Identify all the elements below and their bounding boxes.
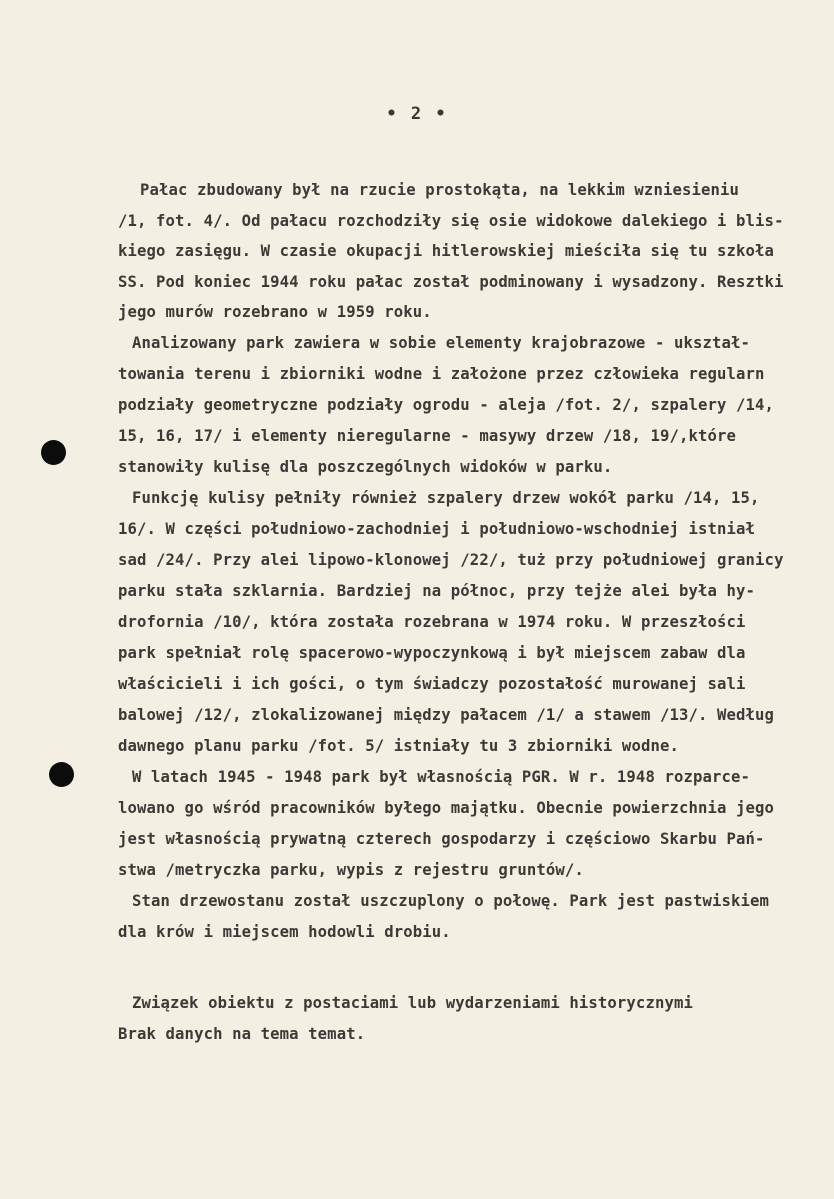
- section-heading: Związek obiektu z postaciami lub wydarzeniami historycznymi: [132, 994, 693, 1012]
- text-line: park spełniał rolę spacerowo-wypoczynkową i był miejscem zabaw dla: [118, 644, 746, 662]
- text-line: SS. Pod koniec 1944 roku pałac został podminowany i wysadzony. Resztki: [118, 273, 784, 291]
- text-line: podziały geometryczne podziały ogrodu - aleja /fot. 2/, szpalery /14,: [118, 396, 775, 414]
- text-line: Analizowany park zawiera w sobie elementy krajobrazowe - ukształ-: [132, 334, 751, 352]
- text-line: Funkcję kulisy pełniły również szpalery drzew wokół parku /14, 15,: [132, 489, 760, 507]
- text-line: kiego zasięgu. W czasie okupacji hitlerowskiej mieściła się tu szkoła: [118, 242, 775, 260]
- page-number: • 2 •: [386, 104, 448, 124]
- punch-hole-lower: [49, 762, 74, 787]
- text-line: Stan drzewostanu został uszczuplony o połowę. Park jest pastwiskiem: [132, 892, 770, 910]
- text-line: jest własnością prywatną czterech gospodarzy i częściowo Skarbu Pań-: [118, 830, 765, 848]
- text-line: 16/. W części południowo-zachodniej i południowo-wschodniej istniał: [118, 520, 756, 538]
- text-line: 15, 16, 17/ i elementy nieregularne - masywy drzew /18, 19/,które: [118, 427, 737, 445]
- text-line: stwa /metryczka parku, wypis z rejestru gruntów/.: [118, 861, 584, 879]
- text-line: towania terenu i zbiorniki wodne i założone przez człowieka regularn: [118, 365, 765, 383]
- text-line: parku stała szklarnia. Bardziej na północ, przy tejże alei była hy-: [118, 582, 756, 600]
- text-line: dawnego planu parku /fot. 5/ istniały tu 3 zbiorniki wodne.: [118, 737, 679, 755]
- text-line: Pałac zbudowany był na rzucie prostokąta, na lekkim wzniesieniu: [140, 181, 740, 199]
- section-text: Brak danych na tema temat.: [118, 1025, 366, 1043]
- text-line: właścicieli i ich gości, o tym świadczy pozostałość murowanej sali: [118, 675, 746, 693]
- text-line: drofornia /10/, która została rozebrana w 1974 roku. W przeszłości: [118, 613, 746, 631]
- text-line: W latach 1945 - 1948 park był własnością PGR. W r. 1948 rozparce-: [132, 768, 751, 786]
- punch-hole-upper: [41, 440, 66, 465]
- text-line: /1, fot. 4/. Od pałacu rozchodziły się osie widokowe dalekiego i blis-: [118, 212, 784, 230]
- text-line: lowano go wśród pracowników byłego majątku. Obecnie powierzchnia jego: [118, 799, 775, 817]
- text-line: stanowiły kulisę dla poszczególnych widoków w parku.: [118, 458, 613, 476]
- text-line: dla krów i miejscem hodowli drobiu.: [118, 923, 451, 941]
- text-line: sad /24/. Przy alei lipowo-klonowej /22/, tuż przy południowej granicy: [118, 551, 784, 569]
- text-line: jego murów rozebrano w 1959 roku.: [118, 303, 432, 321]
- text-line: balowej /12/, zlokalizowanej między pałacem /1/ a stawem /13/. Według: [118, 706, 775, 724]
